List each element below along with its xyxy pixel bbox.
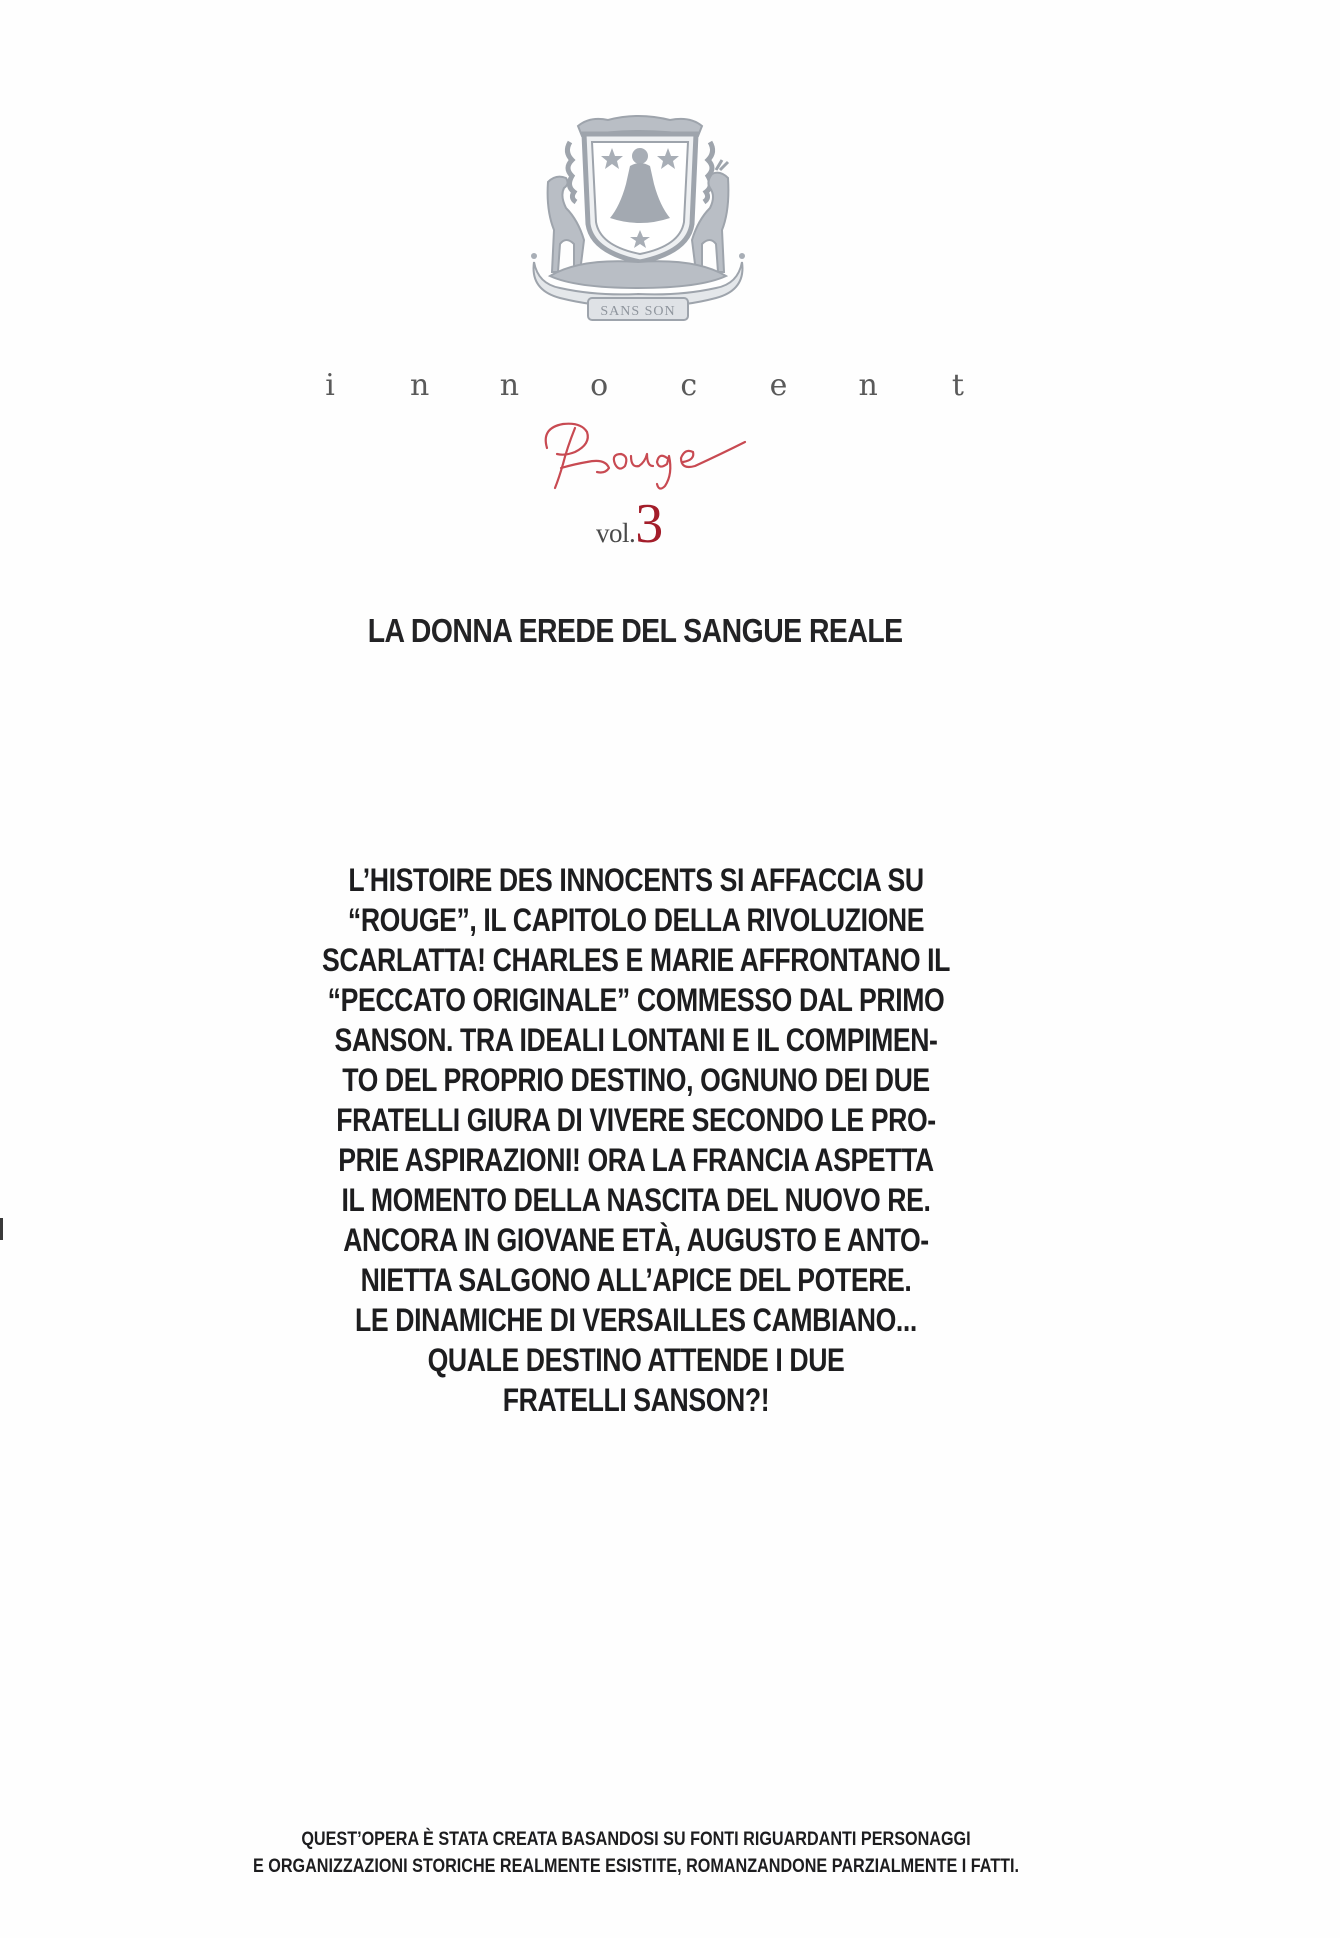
- crest-motto: SANS SON: [600, 304, 676, 319]
- synopsis-paragraph: [114, 860, 1157, 1420]
- synopsis-line: NIETTA SALGONO ALL’APICE DEL POTERE.: [360, 1262, 912, 1298]
- historical-disclaimer: [108, 1826, 1164, 1880]
- synopsis-line: FRATELLI GIURA DI VIVERE SECONDO LE PRO-: [336, 1102, 936, 1138]
- synopsis-line: L’HISTOIRE DES INNOCENTS SI AFFACCIA SU: [348, 862, 924, 898]
- series-name: [300, 368, 980, 403]
- synopsis-line: QUALE DESTINO ATTENDE I DUE: [427, 1342, 845, 1378]
- series-letter: n: [499, 368, 520, 403]
- disclaimer-line: E ORGANIZZAZIONI STORICHE REALMENTE ESISTITE, ROMANZANDONE PARZIALMENTE I FATTI.: [252, 1855, 1020, 1877]
- synopsis-line: ANCORA IN GIOVANE ETÀ, AUGUSTO E ANTO-: [343, 1222, 929, 1258]
- series-letter: e: [769, 368, 788, 403]
- series-letter: o: [590, 368, 609, 403]
- synopsis-line: PRIE ASPIRAZIONI! ORA LA FRANCIA ASPETTA: [338, 1142, 934, 1178]
- series-letter: n: [858, 368, 878, 403]
- synopsis-line: SCARLATTA! CHARLES E MARIE AFFRONTANO IL: [321, 942, 951, 978]
- synopsis-line: IL MOMENTO DELLA NASCITA DEL NUOVO RE.: [341, 1182, 931, 1218]
- series-letter: c: [680, 368, 698, 403]
- synopsis-line: “ROUGE”, IL CAPITOLO DELLA RIVOLUZIONE: [347, 902, 925, 938]
- volume-number: [596, 493, 664, 556]
- series-letter: t: [951, 368, 964, 403]
- series-letter: n: [410, 368, 430, 403]
- synopsis-line: “PECCATO ORIGINALE” COMMESSO DAL PRIMO: [327, 982, 945, 1018]
- volume-subtitle: LA DONNA EREDE DEL SANGUE REALE: [367, 612, 903, 649]
- synopsis-line: TO DEL PROPRIO DESTINO, OGNUNO DEI DUE: [342, 1062, 930, 1098]
- volume-digit: 3: [635, 493, 664, 555]
- coat-of-arms-icon: [520, 112, 756, 324]
- disclaimer-line: QUEST’OPERA È STATA CREATA BASANDOSI SU FONTI RIGUARDANTI PERSONAGGI: [301, 1828, 971, 1850]
- series-letter: i: [325, 368, 335, 403]
- rouge-script-logo: [535, 418, 755, 498]
- synopsis-line: FRATELLI SANSON?!: [502, 1382, 770, 1418]
- synopsis-line: SANSON. TRA IDEALI LONTANI E IL COMPIMEN-: [334, 1022, 938, 1058]
- volume-prefix: vol.: [596, 518, 636, 548]
- synopsis-line: LE DINAMICHE DI VERSAILLES CAMBIANO...: [355, 1302, 917, 1338]
- scan-edge-mark: [0, 1218, 3, 1240]
